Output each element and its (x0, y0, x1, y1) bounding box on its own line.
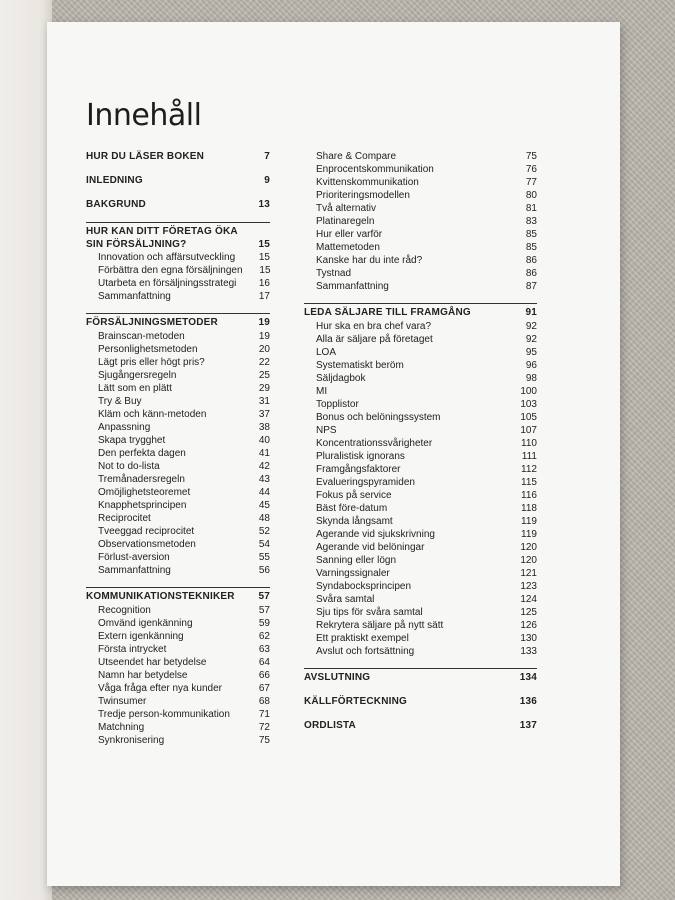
toc-entry-label: Innovation och affärsutveckling (98, 252, 236, 263)
toc-entry-label: Share & Compare (316, 151, 397, 162)
toc-page-number: 81 (525, 203, 537, 214)
toc-section-heading[interactable] (86, 590, 270, 604)
page-title: Innehåll (86, 98, 202, 133)
toc-page-number: 115 (521, 477, 537, 488)
toc-page-number: 42 (258, 461, 270, 472)
toc-entry[interactable] (304, 176, 537, 189)
section-gap (304, 709, 537, 719)
toc-page-number: 75 (258, 735, 270, 746)
toc-entry-label: Tredje person-kommunikation (98, 709, 230, 720)
toc-page-number: 83 (525, 216, 537, 227)
toc-entry[interactable] (304, 489, 537, 502)
toc-page-number: 120 (520, 542, 537, 553)
toc-page-number: 86 (525, 268, 537, 279)
toc-page-number: 41 (258, 448, 270, 459)
section-gap (86, 303, 270, 313)
toc-entry-label: Koncentrationssvårigheter (316, 438, 433, 449)
toc-entry-label: INLEDNING (86, 175, 143, 186)
section-gap (304, 658, 537, 668)
toc-entry[interactable] (86, 395, 270, 408)
toc-entry-label: Kläm och känn-metoden (98, 409, 207, 420)
toc-entry[interactable] (304, 346, 537, 359)
toc-entry[interactable] (86, 512, 270, 525)
toc-entry[interactable] (304, 541, 537, 554)
toc-page-number: 55 (258, 552, 270, 563)
toc-entry[interactable] (304, 241, 537, 254)
toc-entry-label: Två alternativ (316, 203, 377, 214)
toc-page-number: 37 (258, 409, 270, 420)
toc-entry[interactable] (86, 669, 270, 682)
toc-page-number: 13 (258, 199, 270, 210)
toc-section-heading[interactable] (304, 671, 537, 685)
toc-entry[interactable] (304, 450, 537, 463)
toc-entry-label: Lätt som en plätt (98, 383, 172, 394)
toc-entry[interactable] (86, 656, 270, 669)
toc-entry[interactable] (86, 708, 270, 721)
toc-entry[interactable] (86, 617, 270, 630)
toc-entry[interactable] (304, 580, 537, 593)
toc-entry-label: Evalueringspyramiden (316, 477, 415, 488)
toc-left-column (86, 150, 270, 747)
toc-entry-label: Brainscan-metoden (98, 331, 185, 342)
toc-entry-label: Bäst före-datum (316, 503, 388, 514)
toc-entry-label: Recognition (98, 605, 151, 616)
toc-page-number: 96 (525, 360, 537, 371)
toc-page-number: 120 (520, 555, 537, 566)
toc-entry-label: Omöjlighetsteoremet (98, 487, 191, 498)
toc-entry-label: SIN FÖRSÄLJNING? (86, 239, 187, 250)
toc-entry-label: Namn har betydelse (98, 670, 188, 681)
toc-entry-label: Skynda långsamt (316, 516, 393, 527)
toc-entry[interactable] (86, 421, 270, 434)
toc-entry[interactable] (86, 551, 270, 564)
toc-entry[interactable] (86, 604, 270, 617)
toc-entry-label: Knapphetsprincipen (98, 500, 187, 511)
toc-entry-label: Utarbeta en försäljningsstrategi (98, 278, 237, 289)
toc-entry[interactable] (304, 150, 537, 163)
section-rule (86, 313, 270, 314)
toc-page-number: 105 (520, 412, 537, 423)
toc-page-number: 71 (258, 709, 270, 720)
toc-entry-label: Agerande vid belöningar (316, 542, 425, 553)
toc-page-number: 111 (521, 451, 537, 462)
toc-entry-label: Alla är säljare på företaget (316, 334, 433, 345)
toc-entry-label: Tremånadersregeln (98, 474, 185, 485)
toc-page-number: 95 (525, 347, 537, 358)
toc-entry[interactable] (304, 280, 537, 293)
toc-page-number: 62 (258, 631, 270, 642)
toc-entry[interactable] (304, 463, 537, 476)
toc-page-number: 76 (525, 164, 537, 175)
toc-entry[interactable] (304, 267, 537, 280)
toc-entry[interactable] (86, 643, 270, 656)
toc-entry[interactable] (304, 619, 537, 632)
toc-entry[interactable] (304, 593, 537, 606)
toc-entry-label: KOMMUNIKATIONSTEKNIKER (86, 591, 235, 602)
toc-page-number: 57 (258, 605, 270, 616)
toc-entry-label: Kvittenskommunikation (316, 177, 419, 188)
toc-entry-label: Förbättra den egna försäljningen (98, 265, 243, 276)
toc-section-heading[interactable] (304, 695, 537, 709)
toc-page-number: 29 (258, 383, 270, 394)
toc-entry[interactable] (304, 359, 537, 372)
toc-entry-label: Säljdagbok (316, 373, 366, 384)
toc-entry[interactable] (86, 564, 270, 577)
toc-entry[interactable] (304, 437, 537, 450)
toc-page-number: 100 (520, 386, 537, 397)
toc-entry-label: Framgångsfaktorer (316, 464, 401, 475)
toc-entry-label: Personlighetsmetoden (98, 344, 198, 355)
toc-entry[interactable] (304, 567, 537, 580)
toc-section-heading[interactable] (86, 239, 270, 251)
toc-page-number: 15 (258, 252, 270, 263)
toc-page-number: 124 (520, 594, 537, 605)
section-rule (304, 303, 537, 304)
toc-entry-label: LEDA SÄLJARE TILL FRAMGÅNG (304, 307, 471, 318)
section-gap (86, 577, 270, 587)
toc-page-number: 57 (258, 591, 270, 602)
toc-page-number: 68 (258, 696, 270, 707)
section-rule (86, 587, 270, 588)
toc-entry[interactable] (86, 473, 270, 486)
toc-entry[interactable] (86, 382, 270, 395)
toc-page-number: 15 (258, 239, 270, 250)
toc-entry-label: Anpassning (98, 422, 151, 433)
section-gap (86, 212, 270, 222)
toc-entry[interactable] (304, 645, 537, 658)
toc-section-heading[interactable] (304, 719, 537, 733)
toc-entry-label: NPS (316, 425, 337, 436)
toc-entry-label: Lägt pris eller högt pris? (98, 357, 205, 368)
toc-entry[interactable] (86, 447, 270, 460)
toc-entry[interactable] (304, 372, 537, 385)
toc-entry[interactable] (304, 528, 537, 541)
toc-entry[interactable] (86, 695, 270, 708)
toc-entry-label: ORDLISTA (304, 720, 356, 731)
toc-entry[interactable] (304, 215, 537, 228)
toc-entry-label: Agerande vid sjukskrivning (316, 529, 435, 540)
toc-page-number: 85 (525, 242, 537, 253)
toc-entry[interactable] (86, 486, 270, 499)
toc-entry-label: Den perfekta dagen (98, 448, 186, 459)
toc-page-number: 123 (520, 581, 537, 592)
toc-entry-label: Utseendet har betydelse (98, 657, 207, 668)
toc-entry-label: Skapa trygghet (98, 435, 166, 446)
toc-entry[interactable] (86, 734, 270, 747)
toc-entry[interactable] (304, 411, 537, 424)
toc-page-number: 17 (258, 291, 270, 302)
toc-entry[interactable] (86, 408, 270, 421)
toc-entry[interactable] (86, 264, 270, 277)
toc-entry-label: Rekrytera säljare på nytt sätt (316, 620, 444, 631)
toc-page-number: 136 (519, 696, 537, 707)
toc-entry-label: Tystnad (316, 268, 352, 279)
toc-entry[interactable] (86, 369, 270, 382)
toc-entry-label: Mattemetoden (316, 242, 380, 253)
toc-page-number: 80 (525, 190, 537, 201)
toc-entry[interactable] (304, 385, 537, 398)
toc-entry[interactable] (304, 333, 537, 346)
toc-entry[interactable] (304, 554, 537, 567)
toc-page-number: 126 (520, 620, 537, 631)
toc-entry[interactable] (86, 721, 270, 734)
toc-entry-label: Sammanfattning (316, 281, 389, 292)
toc-entry-label: Fokus på service (316, 490, 392, 501)
toc-page-number: 103 (520, 399, 537, 410)
toc-page-number: 54 (258, 539, 270, 550)
toc-page-number: 20 (258, 344, 270, 355)
toc-page-number: 98 (525, 373, 537, 384)
toc-entry-label: Våga fråga efter nya kunder (98, 683, 222, 694)
toc-page-number: 19 (258, 317, 270, 328)
toc-entry-label: Kanske har du inte råd? (316, 255, 423, 266)
toc-entry[interactable] (304, 189, 537, 202)
toc-page-number: 75 (525, 151, 537, 162)
toc-entry-label: Observationsmetoden (98, 539, 196, 550)
toc-page-number: 31 (258, 396, 270, 407)
toc-entry-label: Prioriteringsmodellen (316, 190, 410, 201)
toc-entry[interactable] (86, 277, 270, 290)
toc-entry-label: Pluralistisk ignorans (316, 451, 405, 462)
toc-page-number: 16 (258, 278, 270, 289)
toc-entry[interactable] (86, 251, 270, 264)
toc-entry[interactable] (86, 290, 270, 303)
toc-entry-label: Svåra samtal (316, 594, 375, 605)
toc-entry[interactable] (86, 330, 270, 343)
toc-page-number: 22 (258, 357, 270, 368)
toc-entry-label: Reciprocitet (98, 513, 151, 524)
toc-entry-label: Sammanfattning (98, 291, 171, 302)
toc-page-number: 137 (519, 720, 537, 731)
toc-entry[interactable] (304, 320, 537, 333)
toc-page-number: 7 (264, 151, 270, 162)
toc-page-number: 77 (525, 177, 537, 188)
toc-entry-label: HUR KAN DITT FÖRETAG ÖKA (86, 226, 238, 237)
toc-entry[interactable] (86, 682, 270, 695)
toc-page-number: 9 (264, 175, 270, 186)
toc-entry[interactable] (86, 356, 270, 369)
toc-entry-label: Topplistor (316, 399, 359, 410)
toc-entry-label: Sammanfattning (98, 565, 171, 576)
toc-entry-label: Hur ska en bra chef vara? (316, 321, 432, 332)
toc-entry-label: Varningssignaler (316, 568, 390, 579)
toc-entry-label: Förlust-aversion (98, 552, 170, 563)
toc-page-number: 56 (258, 565, 270, 576)
toc-page-number: 118 (521, 503, 537, 514)
toc-page-number: 44 (258, 487, 270, 498)
toc-entry[interactable] (86, 434, 270, 447)
toc-entry-label: LOA (316, 347, 337, 358)
toc-entry-label: Omvänd igenkänning (98, 618, 193, 629)
toc-entry-label: Bonus och belöningssystem (316, 412, 441, 423)
section-gap (304, 685, 537, 695)
toc-section-heading[interactable] (86, 150, 270, 164)
section-rule (304, 668, 537, 669)
toc-section-heading[interactable] (86, 316, 270, 330)
toc-entry-label: Hur eller varför (316, 229, 383, 240)
toc-page-number: 92 (525, 334, 537, 345)
toc-entry-label: AVSLUTNING (304, 672, 371, 683)
toc-entry-label: Not to do-lista (98, 461, 160, 472)
toc-page-number: 64 (258, 657, 270, 668)
toc-entry[interactable] (304, 424, 537, 437)
section-gap (86, 188, 270, 198)
toc-page-number: 72 (258, 722, 270, 733)
toc-section-heading[interactable] (86, 225, 270, 239)
toc-entry[interactable] (304, 398, 537, 411)
toc-page-number: 38 (258, 422, 270, 433)
toc-page-number: 52 (258, 526, 270, 537)
toc-page-number: 15 (259, 265, 271, 276)
toc-page-number: 85 (525, 229, 537, 240)
toc-page-number: 134 (519, 672, 537, 683)
toc-entry-label: Tveeggad reciprocitet (98, 526, 195, 537)
toc-entry-label: Extern igenkänning (98, 631, 184, 642)
toc-section-heading[interactable] (86, 174, 270, 188)
toc-entry-label: Ett praktiskt exempel (316, 633, 409, 644)
toc-page-number: 125 (520, 607, 537, 618)
toc-page-number: 110 (521, 438, 537, 449)
toc-entry[interactable] (304, 254, 537, 267)
toc-entry[interactable] (86, 538, 270, 551)
toc-entry-label: Enprocentskommunikation (316, 164, 434, 175)
toc-entry[interactable] (304, 202, 537, 215)
toc-entry[interactable] (86, 460, 270, 473)
toc-page-number: 130 (520, 633, 537, 644)
toc-entry-label: Sju tips för svåra samtal (316, 607, 423, 618)
toc-page-number: 43 (258, 474, 270, 485)
toc-page-number: 40 (258, 435, 270, 446)
toc-entry-label: Try & Buy (98, 396, 142, 407)
toc-entry[interactable] (86, 499, 270, 512)
toc-page-number: 67 (258, 683, 270, 694)
toc-entry-label: Synkronisering (98, 735, 165, 746)
toc-entry[interactable] (304, 632, 537, 645)
toc-entry[interactable] (86, 525, 270, 538)
toc-page-number: 63 (258, 644, 270, 655)
toc-entry[interactable] (304, 163, 537, 176)
toc-page-number: 59 (258, 618, 270, 629)
section-gap (86, 164, 270, 174)
toc-section-heading[interactable] (304, 306, 537, 320)
toc-page-number: 66 (258, 670, 270, 681)
toc-entry-label: Matchning (98, 722, 145, 733)
toc-page-number: 25 (258, 370, 270, 381)
toc-page-number: 86 (525, 255, 537, 266)
toc-entry[interactable] (304, 476, 537, 489)
previous-page-edge (0, 0, 52, 900)
toc-entry-label: Systematiskt beröm (316, 360, 404, 371)
toc-entry-label: FÖRSÄLJNINGSMETODER (86, 317, 218, 328)
toc-page-number: 112 (521, 464, 537, 475)
toc-entry-label: HUR DU LÄSER BOKEN (86, 151, 205, 162)
toc-entry[interactable] (304, 502, 537, 515)
toc-entry[interactable] (86, 343, 270, 356)
toc-page-number: 119 (521, 516, 537, 527)
section-rule (86, 222, 270, 223)
toc-page-number: 116 (521, 490, 537, 501)
toc-entry[interactable] (304, 515, 537, 528)
toc-right-column (304, 150, 537, 733)
toc-page-number: 119 (521, 529, 537, 540)
toc-entry-label: Första intrycket (98, 644, 167, 655)
toc-page-number: 121 (520, 568, 537, 579)
toc-entry-label: MI (316, 386, 328, 397)
toc-page-number: 133 (520, 646, 537, 657)
toc-entry-label: Syndabocksprincipen (316, 581, 412, 592)
section-gap (304, 293, 537, 303)
toc-entry-label: Avslut och fortsättning (316, 646, 415, 657)
toc-entry-label: KÄLLFÖRTECKNING (304, 696, 407, 707)
toc-page-number: 45 (258, 500, 270, 511)
toc-page-number: 92 (525, 321, 537, 332)
toc-entry-label: BAKGRUND (86, 199, 146, 210)
toc-entry[interactable] (304, 228, 537, 241)
toc-entry-label: Twinsumer (98, 696, 147, 707)
toc-page-number: 91 (525, 307, 537, 318)
toc-page-number: 19 (258, 331, 270, 342)
toc-entry-label: Sjugångersregeln (98, 370, 177, 381)
toc-page-number: 107 (520, 425, 537, 436)
toc-section-heading[interactable] (86, 198, 270, 212)
toc-entry-label: Platinaregeln (316, 216, 375, 227)
toc-entry-label: Sanning eller lögn (316, 555, 397, 566)
toc-entry[interactable] (86, 630, 270, 643)
toc-page-number: 87 (525, 281, 537, 292)
toc-entry[interactable] (304, 606, 537, 619)
toc-page-number: 48 (258, 513, 270, 524)
